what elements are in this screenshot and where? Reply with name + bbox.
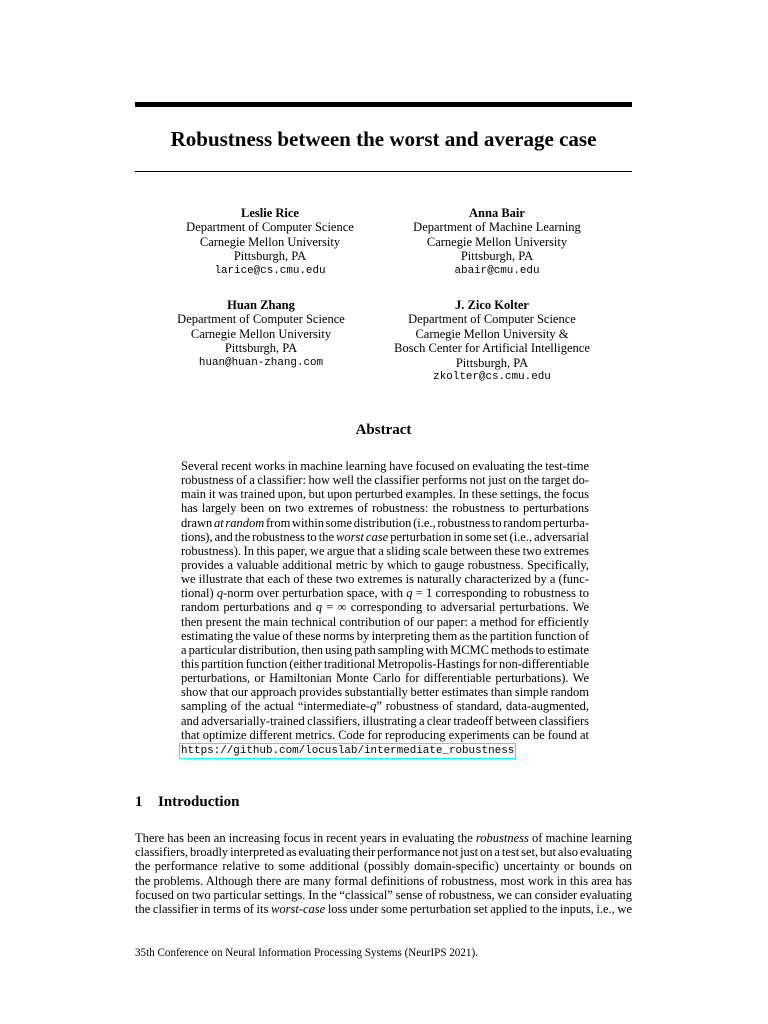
text-segment: random perturbations and [181, 600, 316, 615]
abstract-line [181, 643, 589, 657]
abstract-line [181, 487, 589, 501]
section-heading [135, 793, 239, 811]
abstract-line [181, 516, 589, 530]
abstract-line [181, 714, 589, 728]
text-segment: we illustrate that each of these two extremes is naturally characterized by a (func- [181, 572, 589, 587]
paragraph-line [135, 859, 632, 873]
text-segment: sampling of the actual “intermediate- [181, 699, 371, 714]
section-number: 1 [135, 794, 143, 810]
abstract-line [181, 685, 589, 699]
section-title: Introduction [158, 794, 240, 810]
emphasized-text: q [370, 699, 377, 714]
author-affiliation-line: Department of Computer Science [177, 312, 345, 327]
author-name: Huan Zhang [227, 298, 295, 312]
emphasized-text: q [406, 586, 413, 601]
text-segment: ” robustness of standard, data-augmented, [376, 699, 589, 714]
paper-title: Robustness between the worst and average case [170, 127, 597, 151]
abstract-line [181, 473, 589, 487]
abstract-line [181, 572, 589, 586]
code-repository-link[interactable]: https://github.com/locuslab/intermediate_robustness [181, 744, 515, 757]
paragraph-line [135, 845, 632, 859]
emphasized-text: at random [213, 515, 265, 530]
abstract-line [181, 586, 589, 600]
text-segment: Several recent works in machine learning have focused on evaluating the test-time [181, 459, 589, 473]
author-affiliation-line: Pittsburgh, PA [455, 355, 529, 370]
author-block [347, 206, 647, 278]
emphasized-text: worst case [336, 529, 389, 544]
abstract-line [181, 657, 589, 671]
text-segment: robustness). In this paper, we argue that a sliding scale between these two extremes [181, 543, 589, 558]
text-segment: There has been an increasing focus in recent years in evaluating the [135, 831, 476, 845]
author-affiliation-line: Carnegie Mellon University & [415, 326, 569, 341]
paragraph-line [135, 831, 632, 845]
text-segment: and adversarially-trained classifiers, illustrating a clear tradeoff between classifiers [181, 713, 589, 728]
text-segment: from within some distribution (i.e., robustness to random perturba- [264, 515, 589, 530]
author-email: zkolter@cs.cmu.edu [433, 371, 551, 384]
text-segment: loss under some perturbation set applied to the inputs, i.e., we [325, 901, 633, 916]
abstract-body [181, 459, 589, 756]
abstract-line [181, 671, 589, 685]
abstract-line [181, 742, 589, 756]
text-segment: a particular distribution, then using path sampling with MCMC methods to estimate [181, 642, 589, 657]
text-segment: -norm over perturbation space, with [223, 586, 407, 601]
text-segment: perturbations, or Hamiltonian Monte Carlo for differentiable perturbations). We [181, 671, 589, 686]
author-affiliation-line: Department of Computer Science [408, 312, 576, 327]
text-segment: the performance relative to some additional (possibly domain-specific) uncertainty or bounds on [135, 859, 632, 874]
emphasized-text: worst-case [271, 901, 326, 916]
abstract-line [181, 615, 589, 629]
abstract-line [181, 728, 589, 742]
text-segment: the classifier in terms of its [135, 901, 271, 916]
abstract-line [181, 600, 589, 614]
text-segment: then present the main technical contribution of our paper: a method for efficiently [181, 614, 589, 629]
abstract-heading: Abstract [355, 422, 412, 438]
text-segment: robustness of a classifier: how well the classifier performs not just on the target do- [181, 473, 589, 488]
author-affiliation-line: Department of Computer Science [186, 220, 354, 235]
text-segment: main it was trained upon, but upon perturbed examples. In these settings, the focus [181, 487, 589, 502]
text-segment: has largely been on two extremes of robustness: the robustness to perturbations [181, 501, 589, 516]
introduction-body [135, 831, 632, 916]
emphasized-text: q [315, 600, 323, 615]
author-email: huan@huan-zhang.com [198, 356, 324, 369]
text-segment: this partition function (either traditional Metropolis-Hastings for non-differentiable [181, 656, 589, 671]
text-segment: focused on two particular settings. In the “classical” sense of robustness, we can consider evaluating [135, 887, 632, 902]
text-segment: tions), and the robustness to the [181, 529, 337, 544]
conference-footnote: 35th Conference on Neural Information Processing Systems (NeurIPS 2021). [135, 947, 478, 959]
author-affiliation-line: Pittsburgh, PA [233, 249, 307, 264]
text-segment: of machine learning [528, 831, 633, 845]
text-segment: that optimize different metrics. Code for reproducing experiments can be found at [181, 727, 589, 742]
author-affiliation-line: Pittsburgh, PA [224, 341, 298, 356]
text-segment: estimating the value of these norms by interpreting them as the partition function of [181, 628, 589, 643]
author-block [342, 298, 642, 384]
author-name: Leslie Rice [241, 206, 299, 220]
title-bottom-rule [135, 171, 632, 172]
text-segment: drawn [181, 515, 214, 530]
title-top-rule [135, 102, 632, 107]
text-segment: perturbation in some set (i.e., adversarial [388, 529, 589, 544]
author-affiliation-line: Carnegie Mellon University [199, 234, 341, 249]
abstract-line [181, 501, 589, 515]
author-email: abair@cmu.edu [454, 264, 540, 277]
paragraph-line [135, 902, 632, 916]
abstract-line [181, 629, 589, 643]
author-affiliation-line: Carnegie Mellon University [190, 326, 332, 341]
text-segment: = 1 corresponding to robustness to [412, 586, 589, 601]
abstract-line [181, 558, 589, 572]
author-affiliation-line: Department of Machine Learning [413, 220, 581, 235]
paragraph-line [135, 888, 632, 902]
author-affiliation-line: Pittsburgh, PA [460, 249, 534, 264]
abstract-line [181, 699, 589, 713]
abstract-line [181, 530, 589, 544]
author-email: larice@cs.cmu.edu [214, 264, 326, 277]
author-name: Anna Bair [469, 206, 525, 220]
text-segment: the problems. Although there are many formal definitions of robustness, most work in this area has [135, 873, 632, 888]
paragraph-line [135, 874, 632, 888]
author-name: J. Zico Kolter [455, 298, 529, 312]
abstract-line [181, 459, 589, 473]
text-segment: show that our approach provides substantially better estimates than simple random [181, 685, 589, 700]
text-segment: tional) [181, 586, 217, 601]
author-affiliation-line: Bosch Center for Artificial Intelligence [394, 341, 590, 356]
emphasized-text: robustness [475, 831, 529, 845]
text-segment: = ∞ corresponding to adversarial perturbations. We [322, 600, 589, 615]
text-segment: classifiers, broadly interpreted as evaluating their performance not just on a test set, but also evaluating [135, 845, 632, 860]
emphasized-text: q [216, 586, 224, 601]
abstract-line [181, 544, 589, 558]
text-segment: provides a valuable additional metric by which to gauge robustness. Specifically, [181, 557, 589, 572]
author-affiliation-line: Carnegie Mellon University [426, 234, 568, 249]
